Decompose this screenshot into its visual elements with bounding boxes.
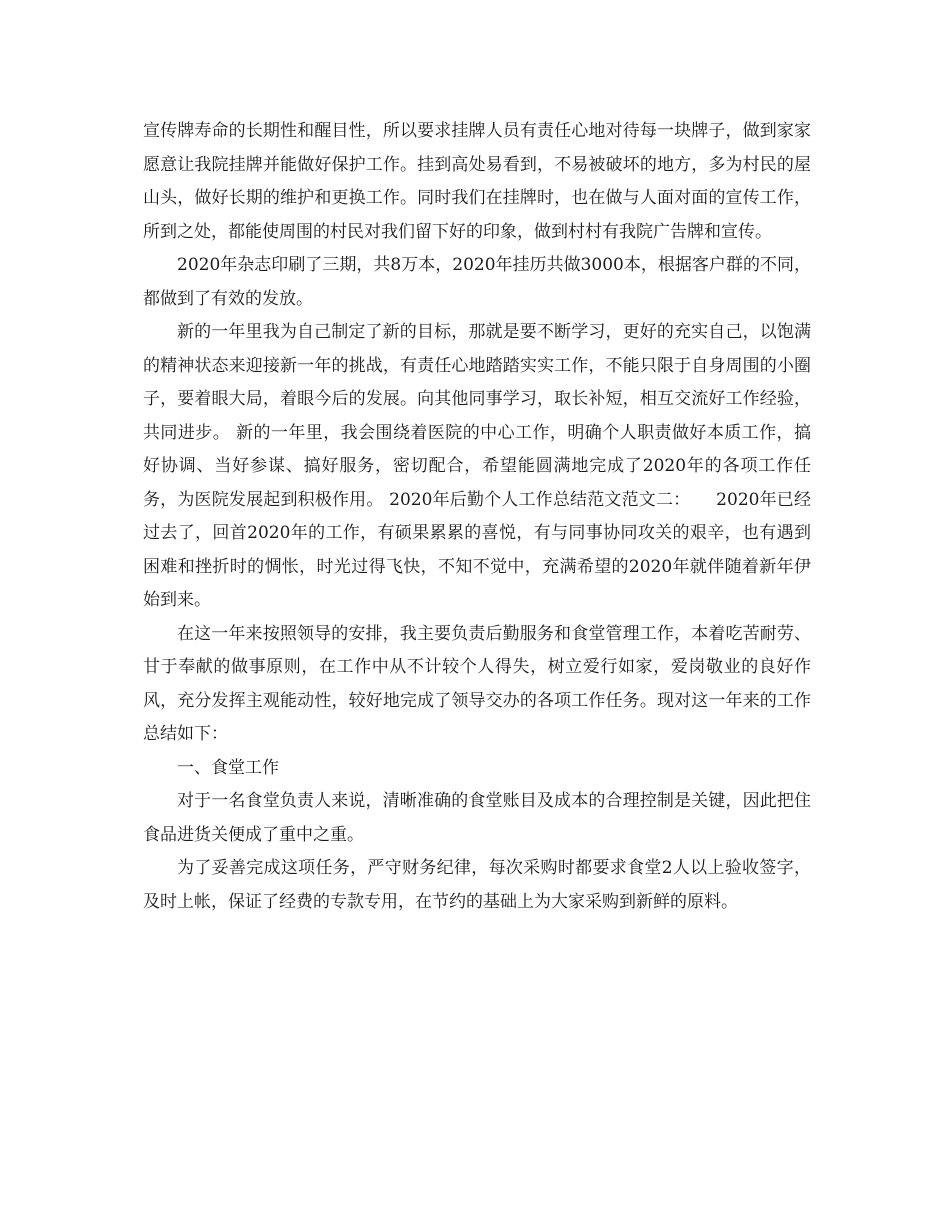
section-heading-canteen: 一、食堂工作 [177,757,279,778]
paragraph-magazine-calendar: 2020年杂志印刷了三期，共8万本，2020年挂历共做3000本，根据客户群的不同，都做到了有效的发放。 [143,255,811,309]
document-body [143,115,811,919]
paragraph-procurement: 为了妥善完成这项任务，严守财务纪律，每次采购时都要求食堂2人以上验收签字，及时上帐，保证了经费的专款专用，在节约的基础上为大家采购到新鲜的原料。 [143,858,811,912]
paragraph-new-year-goals: 新的一年里我为自己制定了新的目标，那就是要不断学习，更好的充实自己，以饱满的精神状态来迎接新一年的挑战，有责任心地踏踏实实工作，不能只限于自身周围的小圈子，要着眼大局，着眼今后的发展。向其他同事学习，取长补短，相互交流好工作经验，共同进步。 新的一年里，我会围绕着医院的中心工作，明确个人职责做好本质工作，搞好协调、当好参谋、搞好服务，密切配合，希望能圆满地完成了2020年的各项工作任务，为医院发展起到积极作用。 2020年后勤个人工作总结范文范文二： 2020年已经过去了，回首2020年的工作，有硕果累累的喜悦，有与同事协同攻关的艰辛，也有遇到困难和挫折时的惆怅，时光过得飞快，不知不觉中，充满希望的2020年就伴随着新年伊始到来。 [143,322,811,610]
paragraph-continued: 宣传牌寿命的长期性和醒目性，所以要求挂牌人员有责任心地对待每一块牌子，做到家家愿意让我院挂牌并能做好保护工作。挂到高处易看到，不易被破坏的地方，多为村民的屋山头，做好长期的维护和更换工作。同时我们在挂牌时，也在做与人面对面的宣传工作，所到之处，都能使周围的村民对我们留下好的印象，做到村村有我院广告牌和宣传。 [143,121,811,242]
paragraph-work-arrangement: 在这一年来按照领导的安排，我主要负责后勤服务和食堂管理工作，本着吃苦耐劳、甘于奉献的做事原则，在工作中从不计较个人得失，树立爱行如家，爱岗敬业的良好作风，充分发挥主观能动性，较好地完成了领导交办的各项工作任务。现对这一年来的工作总结如下： [143,623,811,744]
paragraph-canteen-accounts: 对于一名食堂负责人来说，清晰准确的食堂账目及成本的合理控制是关键，因此把住食品进货关便成了重中之重。 [143,791,811,845]
